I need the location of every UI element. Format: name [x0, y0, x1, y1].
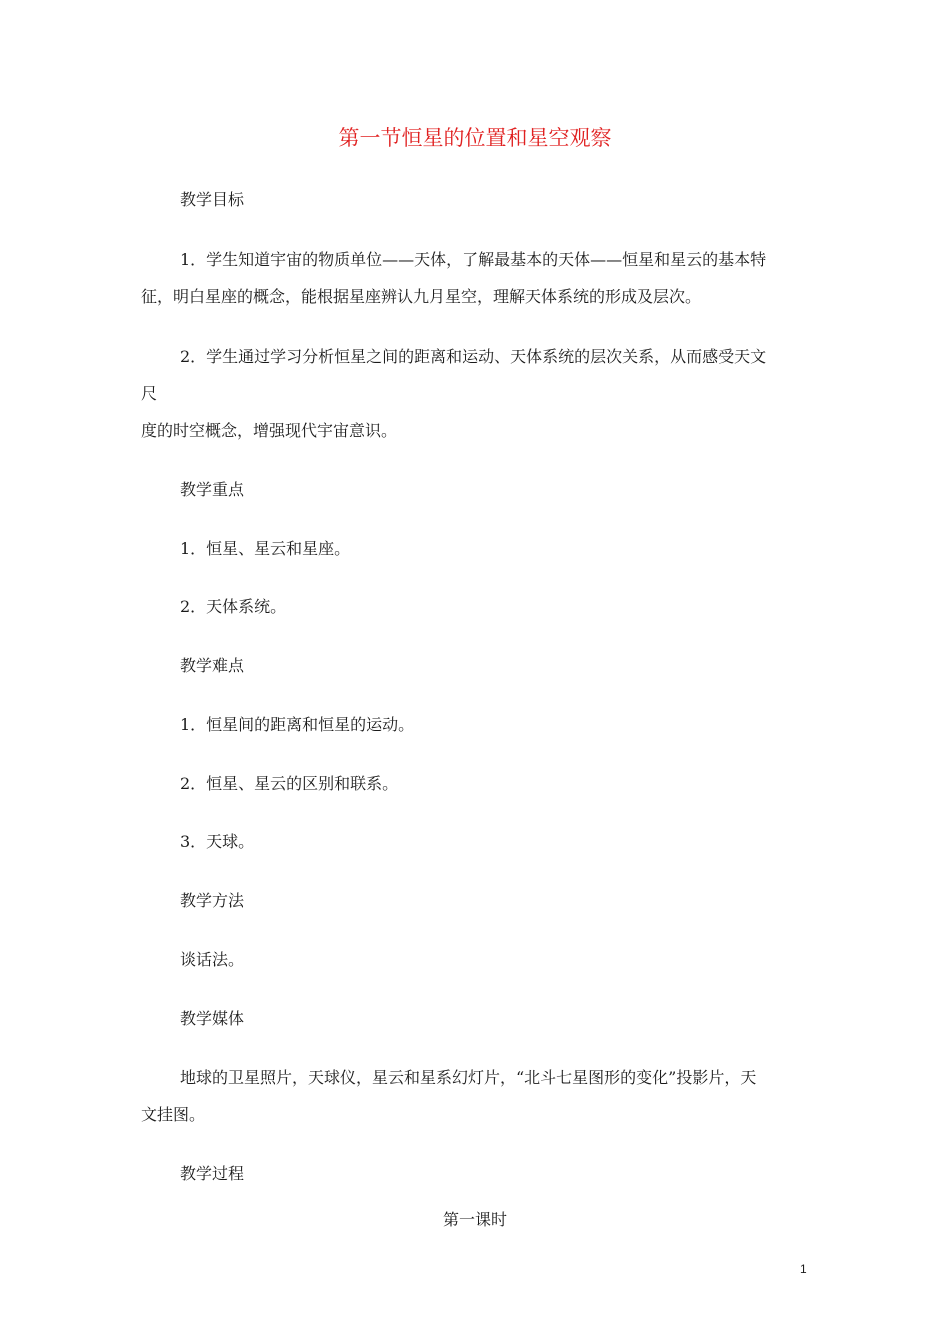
- key-points-heading: 教学重点: [180, 480, 245, 499]
- key-point-1: 1．恒星、星云和星座。: [180, 539, 351, 558]
- difficulty-1: 1．恒星间的距离和恒星的运动。: [180, 715, 415, 734]
- objective-1-line-1: 1．学生知道宇宙的物质单位——天体，了解最基本的天体——恒星和星云的基本特: [180, 250, 767, 269]
- difficulty-2: 2．恒星、星云的区别和联系。: [180, 774, 399, 793]
- media-heading: 教学媒体: [180, 1009, 245, 1028]
- page-number: 1: [800, 1262, 807, 1276]
- lesson-heading: 第一课时: [442, 1210, 507, 1229]
- objectives-heading: 教学目标: [180, 190, 245, 209]
- media-line-1: 地球的卫星照片，天球仪，星云和星系幻灯片，“北斗七星图形的变化”投影片，天: [180, 1068, 757, 1087]
- objective-2-line-2: 尺: [141, 384, 158, 403]
- objective-2-line-3: 度的时空概念，增强现代宇宙意识。: [141, 421, 398, 440]
- media-line-2: 文挂图。: [141, 1105, 206, 1124]
- objective-2-line-1: 2．学生通过学习分析恒星之间的距离和运动、天体系统的层次关系，从而感受天文: [180, 347, 767, 366]
- document-title: 第一节恒星的位置和星空观察: [338, 126, 612, 150]
- methods-heading: 教学方法: [180, 891, 245, 910]
- method-text: 谈话法。: [180, 950, 245, 969]
- difficulties-heading: 教学难点: [180, 656, 245, 675]
- process-heading: 教学过程: [180, 1164, 245, 1183]
- key-point-2: 2．天体系统。: [180, 597, 287, 616]
- difficulty-3: 3．天球。: [180, 832, 255, 851]
- objective-1-line-2: 征，明白星座的概念，能根据星座辨认九月星空，理解天体系统的形成及层次。: [141, 287, 702, 306]
